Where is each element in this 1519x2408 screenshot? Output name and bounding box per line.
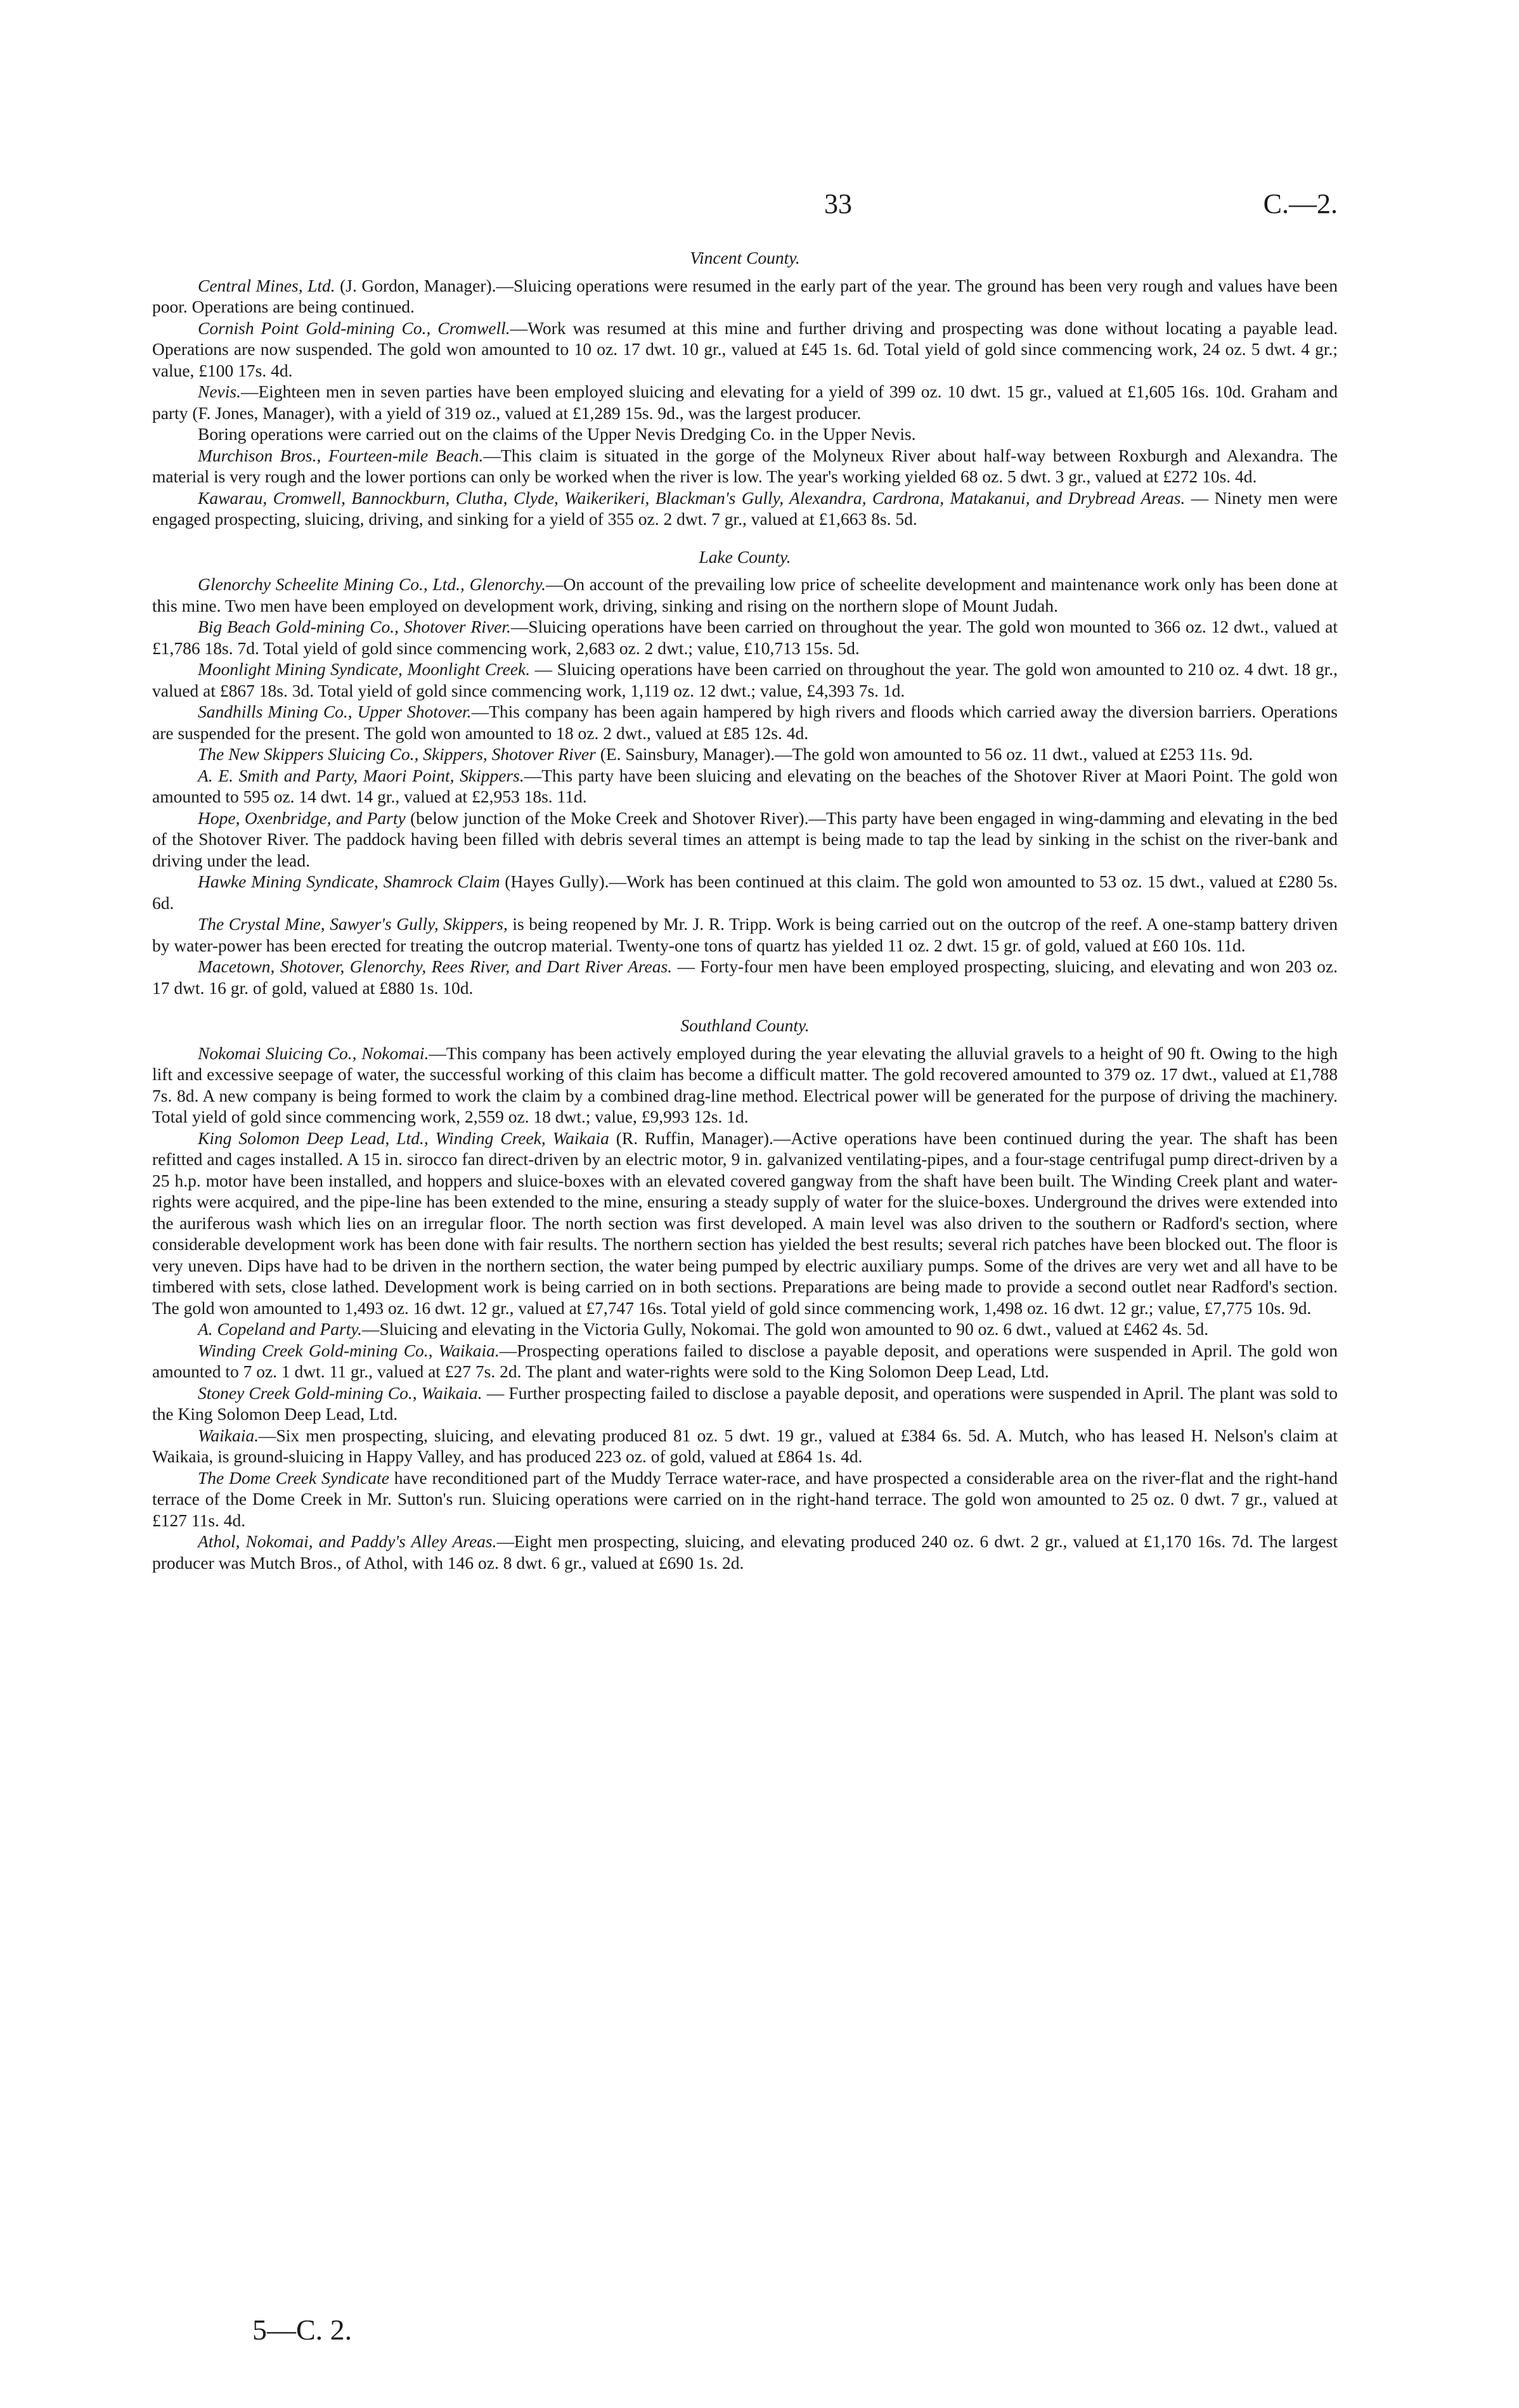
paragraph-lead: Stoney Creek Gold-mining Co., Waikaia. <box>198 1382 482 1403</box>
paragraph-lead: The Dome Creek Syndicate <box>198 1467 389 1488</box>
report-paragraph <box>152 808 1338 872</box>
section-heading: Southland County. <box>680 1015 810 1035</box>
paragraph-lead: The Crystal Mine, Sawyer's Gully, Skippers, <box>198 914 508 934</box>
paragraph-text: —This company has been actively employed during the year elevating the alluvial gravels to a height of 90 ft. Owing to the high lift and excessive seepage of water, the successful working of this claim has become a difficult matter. The gold recovered amounted to 379 oz. 17 dwt., valued at £1,788 7s. 8d. A new company is being formed to work the claim by a combined drag-line method. Electrical power will be generated for the purpose of driving the machinery. Total yield of gold since commencing work, 2,559 oz. 18 dwt.; value, £9,993 12s. 1d. <box>152 1043 1338 1126</box>
report-paragraph <box>152 318 1338 382</box>
paragraph-lead: Waikaia. <box>198 1425 259 1445</box>
sheet-signature: 5—C. 2. <box>252 2314 352 2346</box>
paragraph-lead: Glenorchy Scheelite Mining Co., Ltd., Glenorchy. <box>198 574 546 594</box>
paragraph-lead: Winding Creek Gold-mining Co., Waikaia. <box>198 1340 500 1360</box>
report-paragraph <box>152 616 1338 659</box>
report-paragraph <box>152 423 1338 445</box>
paragraph-lead: A. Copeland and Party. <box>198 1319 362 1339</box>
paragraph-lead: A. E. Smith and Party, Maori Point, Skippers. <box>198 765 524 785</box>
paragraph-text: —Sluicing and elevating in the Victoria Gully, Nokomai. The gold won amounted to 90 oz. 6 dwt., valued at £462 4s. 5d. <box>361 1319 1209 1339</box>
paragraph-lead: Nevis. <box>198 382 241 401</box>
paragraph-lead: The New Skippers Sluicing Co., Skippers, Shotover River <box>198 744 596 764</box>
paragraph-text: — Further prospecting failed to disclose a payable deposit, and operations were suspended in April. The plant was sold to the King Solomon Deep Lead, Ltd. <box>152 1382 1338 1424</box>
section-heading: Vincent County. <box>690 248 800 267</box>
document-body <box>152 247 1338 1590</box>
page-header <box>152 188 1338 226</box>
paragraph-lead: Sandhills Mining Co., Upper Shotover. <box>198 702 472 721</box>
paragraph-text: (R. Ruffin, Manager).—Active operations have been continued during the year. The shaft has been refitted and cages installed. A 15 in. sirocco fan direct-driven by an electric motor, 9 in. galvanized ventilating-pipes, and a four-stage centrifugal pump direct-driven by a 25 h.p. motor have been installed, and hoppers and sluice-boxes with an elevated covered gangway from the shaft have been built. The Winding Creek plant and water-rights were acquired, and the pipe-line has been extended to the mine, ensuring a steady supply of water for the sluice-boxes. Underground the drives were extended into the auriferous wash which lies on an irregular floor. The north section was first developed. A main level was also driven to the southern or Radford's section, where considerable development work has been done with fair results. The northern section has yielded the best results; several rich patches have been blocked out. The floor is very uneven. Dips have had to be driven in the northern section, the water being pumped by electric auxiliary pumps. Some of the drives are very wet and all have to be timbered with sets, close lathed. Development work is being carried on in both sections. Preparations are being made to provide a second outlet near Radford's section. The gold won amounted to 1,493 oz. 16 dwt. 12 gr., valued at £7,747 16s. Total yield of gold since commencing work, 1,498 oz. 16 dwt. 12 gr.; value, £7,775 10s. 9d. <box>152 1128 1338 1318</box>
report-paragraph <box>152 1128 1338 1319</box>
page-number: 33 <box>824 188 852 219</box>
report-paragraph <box>152 1340 1338 1382</box>
report-paragraph <box>152 659 1338 701</box>
report-paragraph <box>152 1531 1338 1573</box>
paragraph-text: —This company has been again hampered by high rivers and floods which carried away the diversion barriers. Operations are suspended for the present. The gold won amounted to 18 oz. 2 dwt., valued at £85 12s. 4d. <box>152 702 1338 743</box>
paragraph-lead: Macetown, Shotover, Glenorchy, Rees River, and Dart River Areas. <box>198 956 673 976</box>
paragraph-text: —This party have been sluicing and elevating on the beaches of the Shotover River at Maori Point. The gold won amounted to 595 oz. 14 dwt. 14 gr., valued at £2,953 18s. 11d. <box>152 765 1338 806</box>
county-section <box>152 546 1338 999</box>
report-paragraph <box>152 765 1338 808</box>
report-paragraph <box>152 871 1338 913</box>
paragraph-lead: Cornish Point Gold-mining Co., Cromwell. <box>198 318 510 338</box>
report-paragraph <box>152 1382 1338 1425</box>
paragraph-text: —Eighteen men in seven parties have been employed sluicing and elevating for a yield of 399 oz. 10 dwt. 15 gr., valued at £1,605 16s. 10d. Graham and party (F. Jones, Manager), with a yield of 319 oz., valued at £1,289 15s. 9d., was the largest producer. <box>152 382 1338 423</box>
paragraph-lead: Nokomai Sluicing Co., Nokomai. <box>198 1043 429 1063</box>
report-paragraph <box>152 1425 1338 1467</box>
paragraph-lead: Hawke Mining Syndicate, Shamrock Claim <box>198 872 500 891</box>
report-paragraph <box>152 381 1338 423</box>
series-reference: C.—2. <box>1263 188 1338 219</box>
report-paragraph <box>152 1043 1338 1128</box>
paragraph-text: (E. Sainsbury, Manager).—The gold won amounted to 56 oz. 11 dwt., valued at £253 11s. 9d. <box>595 744 1253 764</box>
paragraph-text: —Prospecting operations failed to disclose a payable deposit, and operations were suspended in April. The gold won amounted to 7 oz. 1 dwt. 11 gr., valued at £27 7s. 2d. The plant and water-rights were sold to the King Solomon Deep Lead, Ltd. <box>152 1340 1338 1381</box>
report-paragraph <box>152 701 1338 744</box>
county-section <box>152 1015 1338 1573</box>
paragraph-text: —Sluicing operations have been carried on throughout the year. The gold won mounted to 366 oz. 12 dwt., valued at £1,786 18s. 7d. Total yield of gold since commencing work, 2,683 oz. 2 dwt.; value, £10,713 15s. 5d. <box>152 617 1338 658</box>
paragraph-text: — Sluicing operations have been carried on throughout the year. The gold won amounted to 210 oz. 4 dwt. 18 gr., valued at £867 18s. 3d. Total yield of gold since commencing work, 1,119 oz. 12 dwt.; value, £4,393 7s. 1d. <box>152 659 1338 700</box>
paragraph-lead: Athol, Nokomai, and Paddy's Alley Areas. <box>198 1531 497 1551</box>
paragraph-lead: Murchison Bros., Fourteen-mile Beach. <box>198 445 484 465</box>
report-paragraph <box>152 275 1338 318</box>
paragraph-lead: Hope, Oxenbridge, and Party <box>198 808 406 828</box>
paragraph-lead: Big Beach Gold-mining Co., Shotover River. <box>198 617 511 636</box>
report-paragraph <box>152 1467 1338 1531</box>
paragraph-text: —On account of the prevailing low price of scheelite development and maintenance work only has been done at this mine. Two men have been employed on development work, driving, sinking and rising on the northern slope of Mount Judah. <box>152 574 1338 615</box>
report-paragraph <box>152 913 1338 956</box>
paragraph-text: have reconditioned part of the Muddy Terrace water-race, and have prospected a considerable area on the river-flat and the right-hand terrace of the Dome Creek in Mr. Sutton's run. Sluicing operations were carried on in the right-hand terrace. The gold won amounted to 25 oz. 0 dwt. 7 gr., valued at £127 11s. 4d. <box>152 1467 1338 1530</box>
paragraph-text: —Six men prospecting, sluicing, and elevating produced 81 oz. 5 dwt. 19 gr., valued at £384 6s. 5d. A. Mutch, who has leased H. Nelson's claim at Waikaia, is ground-sluicing in Happy Valley, and has produced 223 oz. of gold, valued at £864 1s. 4d. <box>152 1425 1338 1466</box>
paragraph-text: —This claim is situated in the gorge of the Molyneux River about half-way between Roxburgh and Alexandra. The material is very rough and the lower portions can only be worked when the river is low. The year's working yielded 68 oz. 5 dwt. 3 gr., valued at £272 10s. 4d. <box>152 445 1338 486</box>
report-paragraph <box>152 487 1338 530</box>
paragraph-text: (below junction of the Moke Creek and Shotover River).—This party have been engaged in wing-damming and elevating in the bed of the Shotover River. The paddock having been filled with debris several times an attempt is being made to tap the lead by sinking in the schist on the river-bank and driving under the lead. <box>152 808 1338 870</box>
paragraph-lead: King Solomon Deep Lead, Ltd., Winding Creek, Waikaia <box>198 1128 609 1148</box>
paragraph-text: —Work was resumed at this mine and further driving and prospecting was done without locating a payable lead. Operations are now suspended. The gold won amounted to 10 oz. 17 dwt. 10 gr., valued at £45 1s. 6d. Total yield of gold since commencing work, 24 oz. 5 dwt. 4 gr.; value, £100 17s. 4d. <box>152 318 1338 380</box>
paragraph-text: (J. Gordon, Manager).—Sluicing operations were resumed in the early part of the year. The ground has been very rough and values have been poor. Operations are being continued. <box>152 275 1338 316</box>
paragraph-lead: Moonlight Mining Syndicate, Moonlight Creek. <box>198 659 531 679</box>
county-section <box>152 247 1338 530</box>
section-heading: Lake County. <box>699 546 791 567</box>
paragraph-text: — Forty-four men have been employed prospecting, sluicing, and elevating and won 203 oz. 17 dwt. 16 gr. of gold, valued at £880 1s. 10d. <box>152 956 1338 998</box>
report-paragraph <box>152 574 1338 616</box>
report-paragraph <box>152 744 1338 765</box>
report-paragraph <box>152 1318 1338 1340</box>
report-paragraph <box>152 445 1338 487</box>
paragraph-text: —Eight men prospecting, sluicing, and elevating produced 240 oz. 6 dwt. 2 gr., valued at £1,170 16s. 7d. The largest producer was Mutch Bros., of Athol, with 146 oz. 8 dwt. 6 gr., valued at £690 1s. 2d. <box>152 1531 1338 1573</box>
paragraph-text: is being reopened by Mr. J. R. Tripp. Work is being carried out on the outcrop of the reef. A one-stamp battery driven by water-power has been erected for treating the outcrop material. Twenty-one tons of quartz has yielded 11 oz. 2 dwt. 15 gr. of gold, valued at £60 10s. 11d. <box>152 914 1338 955</box>
paragraph-lead: Kawarau, Cromwell, Bannockburn, Clutha, Clyde, Waikerikeri, Blackman's Gully, Alexandra, Cardrona, Matakanui, and Drybread Areas. <box>198 487 1186 508</box>
paragraph-lead: Central Mines, Ltd. <box>198 275 335 295</box>
paragraph-text: Boring operations were carried out on the claims of the Upper Nevis Dredging Co. in the Upper Nevis. <box>198 424 916 444</box>
paragraph-text: — Ninety men were engaged prospecting, sluicing, driving, and sinking for a yield of 355 oz. 2 dwt. 7 gr., valued at £1,663 8s. 5d. <box>152 487 1338 529</box>
report-paragraph <box>152 956 1338 998</box>
paragraph-text: (Hayes Gully).—Work has been continued at this claim. The gold won amounted to 53 oz. 15 dwt., valued at £280 5s. 6d. <box>152 872 1338 913</box>
